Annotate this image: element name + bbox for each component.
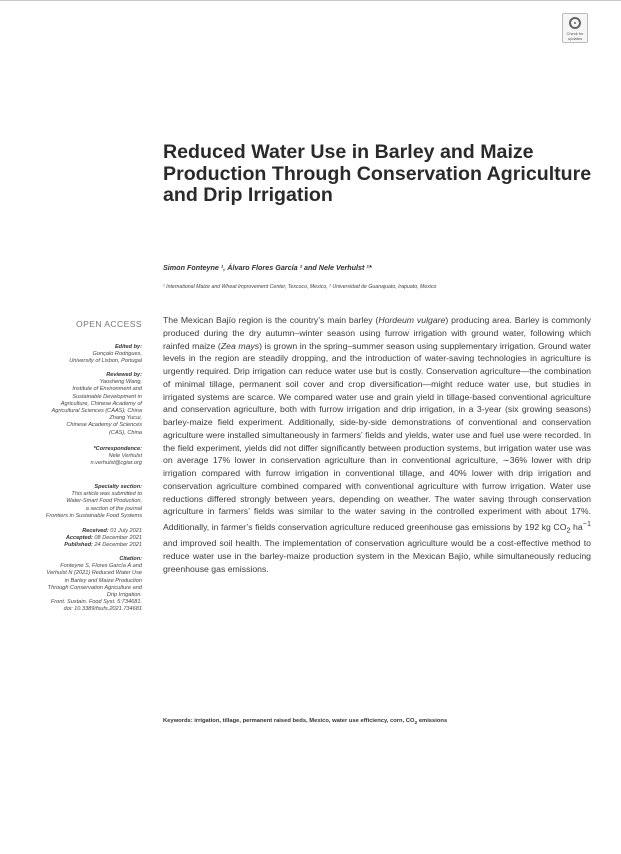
keywords: Keywords: irrigation, tillage, permanent raised beds, Mexico, water use efficiency, corn, $CO_2$ emissions <box>163 718 448 727</box>
published-label: Published: <box>64 542 93 549</box>
author-list: Simon Fonteyne ¹, Álvaro Flores García ² and Nele Verhulst ¹* <box>163 263 372 272</box>
species-name: Hordeum vulgare <box>378 315 446 325</box>
doi-link[interactable]: doi: 10.3389/fsufs.2021.734681 <box>63 606 142 613</box>
published-date: 24 December 2021 <box>94 542 142 549</box>
correspondence-email-link[interactable]: n.verhulst@cgiar.org <box>90 460 142 467</box>
received-label: Received: <box>82 528 109 534</box>
check-for-updates-badge[interactable] <box>562 13 588 43</box>
keywords-label: Keywords: <box>163 718 193 724</box>
open-access-label: OPEN ACCESS <box>75 319 142 329</box>
species-name: Zea mays <box>220 340 260 351</box>
edited-by-label: Edited by: <box>114 344 142 350</box>
accepted-label: Accepted: <box>65 535 93 542</box>
affiliations: ¹ International Maize and Wheat Improvement Center, Texcoco, Mexico, ² Universidad de Guanajuato, Irapuato, Mexico <box>163 284 437 290</box>
citation-block: Citation: Fonteyne S, Flores García Á and Verhulst N (2021) Reduced Water Use in Barley and Maize Production Through Conservation Agriculture and Drip Irrigation. Front. Sustain. Food Syst. 5:734681. doi: 10.3389/fsufs.2021.734681 <box>16 556 142 614</box>
update-check-icon <box>569 17 581 29</box>
reviewed-by-label: Reviewed by: <box>106 372 142 378</box>
accepted-date: 08 December 2021 <box>94 535 142 542</box>
top-rule <box>0 0 621 1</box>
correspondence-label: *Correspondence: <box>93 446 142 452</box>
abstract: The Mexican Bajío region is the country’s main barley (Hordeum vulgare) producing area. Barley is commonly produced during the dry autumn–winter season using furrow irrigation with ground water, following which rainfed maize (Zea mays) is grown in the spring–summer season using supplementary irrigation. Ground water levels in the region are steadily dropping, and the introduction of water-saving technologies in agriculture is urgently required. Drip irrigation can reduce water use but is costly. Conservation agriculture—the combination of minimal tillage, permanent soil cover and crop diversification—might reduce water use, but studies in irrigated systems are scarce. We compared water use and grain yield in tillage-based conventional agriculture and conservation agriculture, both with furrow irrigation and drip irrigation, in a 3-year (six growing seasons) barley-maize field experiment. Additionally, side-by-side demonstrations of conventional and conservation agriculture were installed simultaneously in farmers’ fields and yields, water use and fuel use were recorded. In the field experiment, yields did not differ significantly between production systems, but irrigation water use was on average 17% lower in conservation agriculture than in conventional agriculture, ∼36% lower with drip irrigation compared with furrow irrigation in conventional tillage, and 40% lower with drip irrigation and conservation agriculture combined compared with conventional agriculture with furrow irrigation. Water use reductions differed strongly between years, depending on weather. The water saving through conservation agriculture in farmers’ fields was similar to the water saving in the controlled experiment with about 17%. Additionally, in farmer’s fields conservation agriculture reduced greenhouse gas emissions by 192 kg $CO_2$ $ha^{-1}$ and improved soil health. The implementation of conservation agriculture would be a cost-effective method to reduce water use in the barley-maize production system in the Mexican Bajío, while simultaneously reducing greenhouse gas emissions. <box>163 315 591 574</box>
dates-block <box>16 528 142 550</box>
correspondence-block: *Correspondence: Nele Verhulst n.verhulst@cgiar.org <box>16 446 142 468</box>
received-date: 01 July 2021 <box>110 528 142 534</box>
reviewed-by-block: Reviewed by: Yaosheng Wang, Institute of Environment and Sustainable Development in Agriculture, Chinese Academy of Agricultural Sciences (CAAS), China Zhang Yucui, Chinese Academy of Sciences (CAS), China <box>16 372 142 437</box>
badge-label: Check for updates <box>566 31 584 41</box>
article-title: Reduced Water Use in Barley and Maize Production Through Conservation Agriculture and Drip Irrigation <box>163 141 592 206</box>
citation-label: Citation: <box>119 556 142 562</box>
edited-by-block: Edited by: Gonçalo Rodrigues, University of Lisbon, Portugal <box>16 344 142 366</box>
specialty-label: Specialty section: <box>94 484 142 490</box>
specialty-section-block: Specialty section: This article was submitted to Water-Smart Food Production, a section of the journal Frontiers in Sustainable Food Systems <box>16 484 142 520</box>
